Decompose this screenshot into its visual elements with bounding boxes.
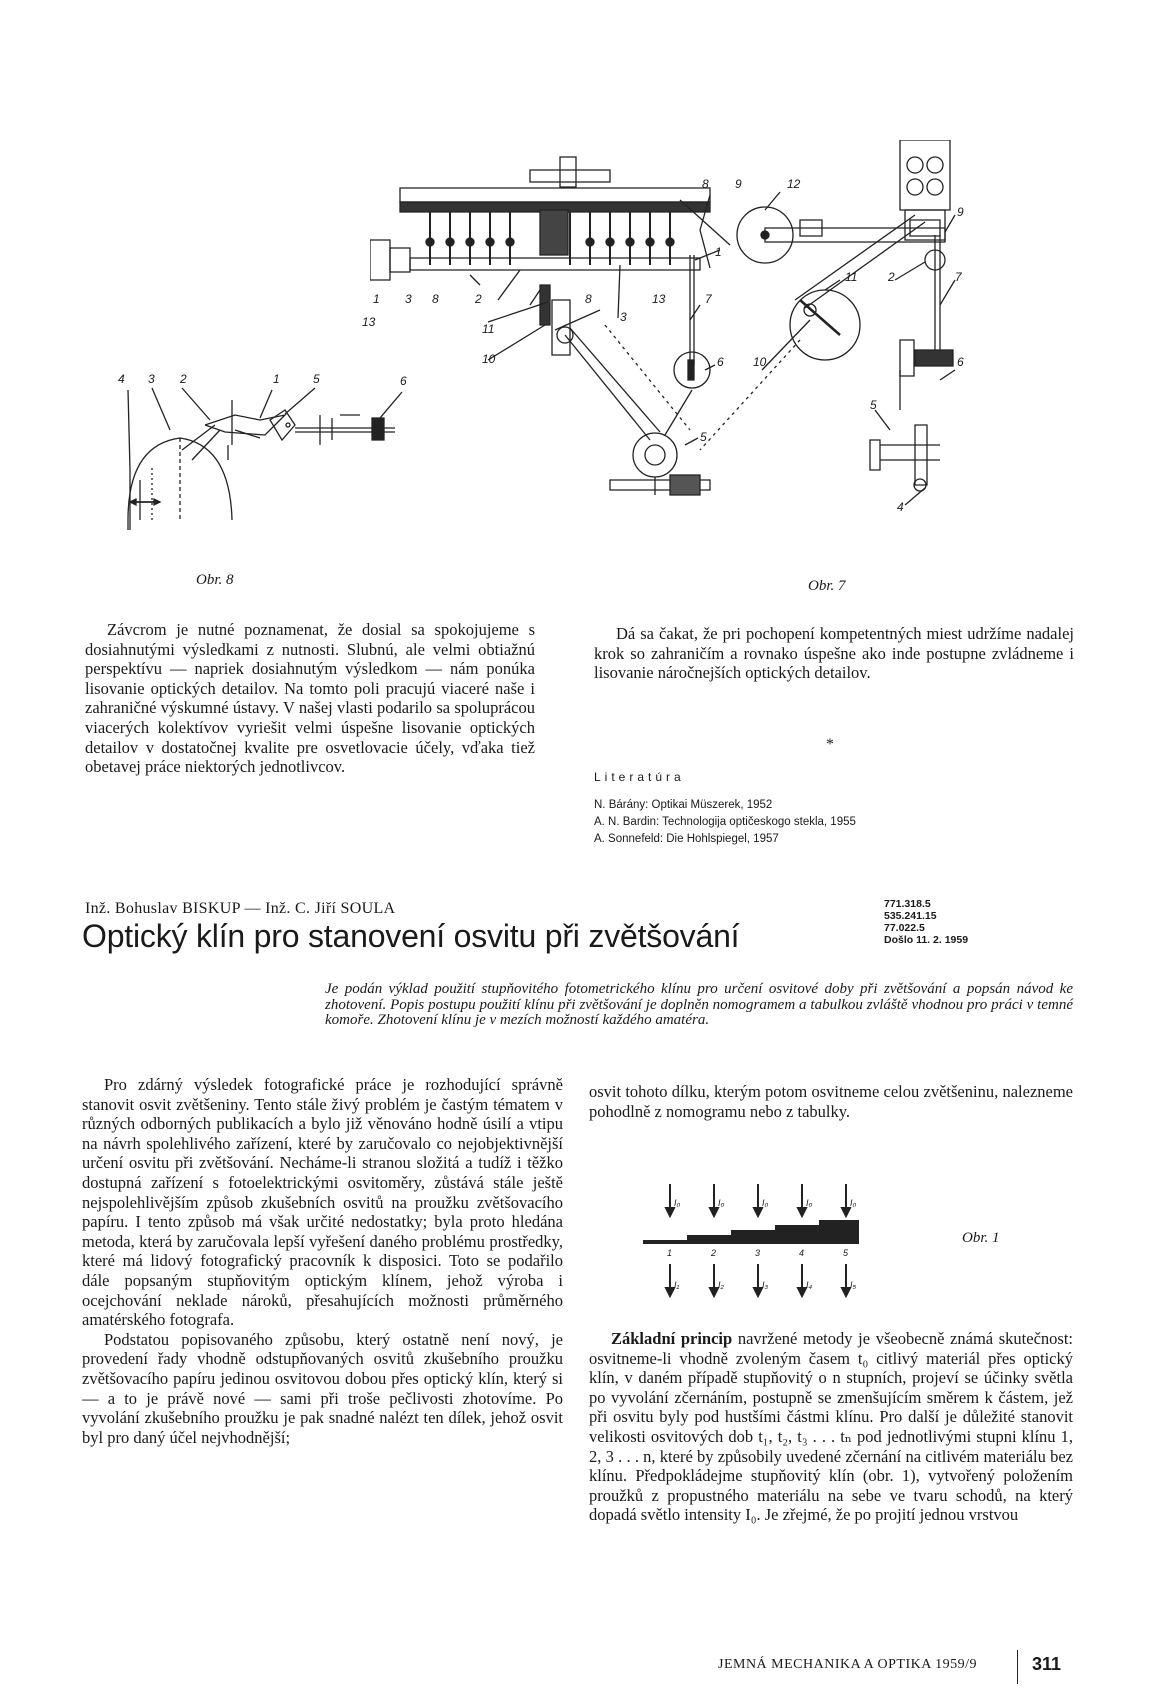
article-abstract: Je podán výklad použití stupňovitého fotometrického klínu pro určení osvitové doby při zvětšování a popsán návod ke zhotovení. Popis postupu použití klínu při zvětšování je doplněn nomogramem a tabulkou zvláště vhodnou pro práci v temné komoře. Zhotovení klínu je v mezích možností každého amatéra. — [325, 981, 1073, 1028]
fig1-bottom-label-4: I₄ — [806, 1280, 813, 1290]
footer-divider — [1017, 1650, 1018, 1684]
fig7-label-10-right: 10 — [753, 355, 767, 369]
fig8-label-1: 1 — [273, 372, 280, 386]
fig7-label-2-right: 2 — [888, 270, 895, 284]
article-right-column-main — [589, 1329, 1073, 1525]
fig7-label-9-top: 9 — [735, 177, 742, 191]
prev-article-left-column — [85, 620, 535, 777]
article-paragraph-1: Pro zdárný výsledek fotografické práce je rozhodující správně stanovit osvit zvětšeniny. Tento stále živý problém je častým tématem v různých odborných publikacích a bylo již věnováno hodně úsilí a vtipu na návrh spolehlivého zařízení, které by zaručovalo co nejobjektivnější určení osvitu při zvětšování. Necháme-li stranou složitá a tudíž i těžko dostupná zařízení s fotoelektrickými osvitoměry, zůstává stále ještě nejspolehlivějším způsob zkušebních osvitů na proužku zvětšovacího papíru. I tento způsob má však určité nedostatky; byla proto hledána metoda, která by zaručovala lepší vyřešení daného problému prostředky, které má lidový fotografický pracovník k disposici. Toto se podařilo dále popsaným stupňovitým optickým klínem, jehož výroba i ocejchování neklade nároků, přesahujících možnosti průměrného amatérského fotografa. — [82, 1075, 563, 1330]
fig1-top-label-3: I₀ — [762, 1198, 769, 1208]
fig7-label-11-right: 11 — [845, 270, 858, 284]
fig7-label-10-left: 10 — [482, 352, 496, 366]
fig1-top-label-2: I₀ — [718, 1198, 725, 1208]
article-paragraph-2: Podstatou popisovaného způsobu, který ostatně není nový, je provedení řady vhodně odstupňovaných osvitů zkušebního proužku zvětšovacího papíru jedinou osvitovou dobou přes optický klín, který si — a to je právě nové — sami při troše pečlivosti zhotovíme. Po vyvolání zkušebního proužku je pak snadné nalézt ten dílek, jehož osvit byl pro daný účel nejvhodnější; — [82, 1329, 563, 1447]
journal-footer: JEMNÁ MECHANIKA A OPTIKA 1959/9 — [718, 1657, 977, 1672]
udc-code: 771.318.5 — [884, 898, 931, 910]
fig7-label-12: 12 — [787, 177, 801, 191]
principle-heading: Základní princip — [611, 1329, 733, 1348]
fig7-label-1-left: 1 — [373, 292, 380, 306]
prev-article-right-paragraph: Dá sa čakat, že pri pochopení kompetentných miest udržíme nadalej krok so zahraničím a rovnako úspešne ako inde postupne zvládneme i lisovanie náročnejších optických detailov. — [594, 624, 1074, 683]
page-number: 311 — [1032, 1654, 1062, 1674]
fig1-top-label-1: I₀ — [674, 1198, 681, 1208]
fig7-label-8-left: 8 — [432, 292, 439, 306]
figure-7-caption: Obr. 7 — [808, 578, 846, 594]
udc-code: 535.241.15 — [884, 910, 937, 922]
fig7-label-3-mid: 3 — [620, 310, 627, 324]
fig7-label-2-left: 2 — [475, 292, 482, 306]
literature-item: A. Sonnefeld: Die Hohlspiegel, 1957 — [594, 833, 779, 845]
fig7-label-6-right: 6 — [957, 355, 964, 369]
fig7-label-9-right: 9 — [957, 205, 964, 219]
fig7-label-3-left: 3 — [405, 292, 412, 306]
fig1-step-3: 3 — [755, 1248, 761, 1258]
article-paragraph-3: osvit tohoto dílku, kterým potom osvitneme celou zvětšeninu, nalezneme pohodlně z nomogramu nebo z tabulky. — [589, 1082, 1073, 1121]
figure-1 — [640, 1180, 900, 1310]
figure-7 — [362, 140, 1060, 550]
fig1-bottom-label-2: I₂ — [718, 1280, 724, 1290]
received-date: Došlo 11. 2. 1959 — [884, 934, 969, 946]
fig7-label-13-mid: 13 — [652, 292, 666, 306]
prev-article-left-paragraph: Závcrom je nutné poznamenat, že dosial sa spokojujeme s dosiahnutými výsledkami z nutnosti. Slubnú, ale velmi obtiažnú perspektívu — napriek dosiahnutým výsledkom — nám ponúka lisovanie optických detailov. Na tomto poli pracujú viaceré naše i zahraničné výskumné ústavy. V našej vlasti podarilo sa spoluprácou viacerých kolektívov vyriešit velmi úspešne lisovanie optických detailov v dostatočnej kvalite pre osvetlovacie účely, vďaka tiež obetavej práce niektorých jednotlivcov. — [85, 620, 535, 777]
figure-1-caption: Obr. 1 — [962, 1230, 1000, 1246]
fig1-step-4: 4 — [799, 1248, 805, 1258]
fig7-label-7-right: 7 — [955, 270, 962, 284]
article-title: Optický klín pro stanovení osvitu při zvětšování — [82, 918, 740, 954]
fig7-label-4: 4 — [897, 500, 904, 514]
fig7-label-5-mid: 5 — [700, 430, 707, 444]
fig8-label-2: 2 — [180, 372, 187, 386]
fig7-label-8-mid: 8 — [585, 292, 592, 306]
literature-list — [594, 797, 856, 848]
udc-code: 77.022.5 — [884, 922, 925, 934]
fig7-label-11-left: 11 — [482, 322, 495, 336]
fig7-label-7-mid: 7 — [705, 292, 712, 306]
literature-item: A. N. Bardin: Technologija optičeskogo stekla, 1955 — [594, 816, 856, 828]
fig1-bottom-label-5: I₅ — [850, 1280, 857, 1290]
article-paragraph-4 — [589, 1329, 1073, 1525]
udc-codes — [884, 898, 968, 946]
fig7-label-6-mid: 6 — [717, 355, 724, 369]
fig7-label-5-right: 5 — [870, 398, 877, 412]
fig7-label-8-top: 8 — [702, 177, 709, 191]
article-left-column — [82, 1075, 563, 1447]
fig8-label-3: 3 — [148, 372, 155, 386]
fig7-label-1: 1 — [715, 245, 722, 259]
fig8-label-5: 5 — [313, 372, 320, 386]
prev-article-right-column — [594, 624, 1074, 683]
fig1-bottom-label-1: I₁ — [674, 1280, 680, 1290]
figure-7-drawing — [370, 140, 1060, 550]
fig1-step-2: 2 — [711, 1248, 717, 1258]
fig8-label-4: 4 — [118, 372, 125, 386]
principle-text: navržené metody je všeobecně známá skutečnost: osvitneme-li vhodně zvoleným časem t₀ citlivý materiál přes optický klín, v daném případě stupňovitý o n stupních, projeví se účinky světla po vyvolání zčernáním, postupně se zmenšujícím směrem k částem, jež při osvitu byly pod hustšími částmi klínu. Pro další je důležité stanovit velikosti osvitových dob t₁, t₂, t₃ . . . tₙ pod jednotlivými stupni klínu 1, 2, 3 . . . n, které by způsobily uvedené zčernání na citlivém materiálu bez klínu. Předpokládejme stupňovitý klín (obr. 1), vytvořený položením proužků z propustného materiálu na sebe ve tvaru schodů, na který dopadá světlo intensity I₀. Je zřejmé, že po projití jednou vrstvou — [589, 1329, 1073, 1525]
fig1-top-label-5: I₀ — [850, 1198, 857, 1208]
fig1-step-1: 1 — [667, 1248, 673, 1258]
section-star: * — [826, 736, 834, 753]
article-right-column-top — [589, 1082, 1073, 1121]
figure-8-caption: Obr. 8 — [196, 572, 234, 588]
fig1-step-5: 5 — [843, 1248, 849, 1258]
literature-heading: Literatúra — [594, 770, 685, 784]
fig8-label-6: 6 — [400, 374, 407, 388]
article-authors: Inž. Bohuslav BISKUP — Inž. C. Jiří SOULA — [85, 900, 396, 917]
fig1-top-label-4: I₀ — [806, 1198, 813, 1208]
literature-item: N. Bárány: Optikai Müszerek, 1952 — [594, 799, 773, 811]
fig1-bottom-label-3: I₃ — [762, 1280, 769, 1290]
fig7-label-13-left: 13 — [362, 315, 376, 329]
